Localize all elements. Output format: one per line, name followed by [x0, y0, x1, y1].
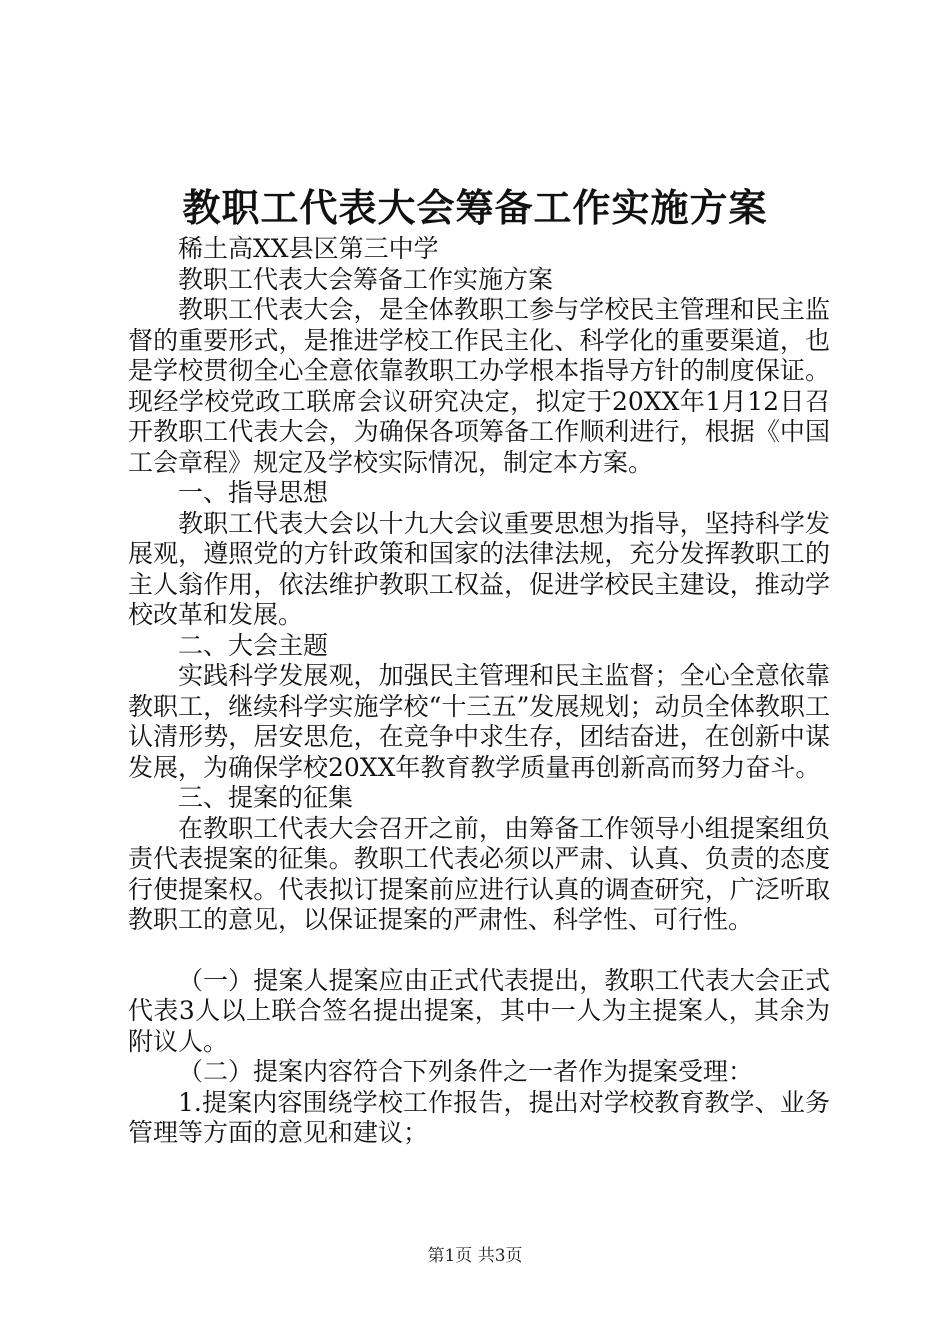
- plan-name-line: 教职工代表大会筹备工作实施方案: [178, 264, 554, 294]
- school-name-line: 稀土高XX县区第三中学: [178, 234, 439, 263]
- proposal-rule-two: （二）提案内容符合下列条件之一者作为提案受理：: [178, 1057, 754, 1086]
- proposals-paragraph: 在教职工代表大会召开之前，由筹备工作领导小组提案组负责代表提案的征集。教职工代表必须以严肃、认真、负责的态度行使提案权。代表拟订提案前应进行认真的调查研究，广泛听取教职工的意见，以保证提案的严肃性、科学性、可行性。: [128, 813, 830, 934]
- proposal-rule-one: （一）提案人提案应由正式代表提出，教职工代表大会正式代表3人以上联合签名提出提案，其中一人为主提案人，其余为附议人。: [128, 965, 830, 1056]
- guiding-ideology-paragraph: 教职工代表大会以十九大会议重要思想为指导，坚持科学发展观，遵照党的方针政策和国家的法律法规，充分发挥教职工的主人翁作用，依法维护教职工权益，促进学校民主建设，推动学校改革和发展。: [128, 508, 830, 629]
- page-number-footer: 第1页 共3页: [427, 1246, 523, 1266]
- section-heading-theme: 二、大会主题: [178, 630, 329, 660]
- theme-paragraph: 实践科学发展观，加强民主管理和民主监督；全心全意依靠教职工，继续科学实施学校“十三五”发展规划；动员全体教职工认清形势，居安思危，在竞争中求生存，团结奋进，在创新中谋发展，为确保学校20XX年教育教学质量再创新高而努力奋斗。: [128, 661, 830, 782]
- document-title: 教职工代表大会筹备工作实施方案: [182, 185, 768, 230]
- section-heading-proposals: 三、提案的征集: [178, 783, 354, 812]
- document-body: [128, 234, 830, 1149]
- proposal-condition-one: 1.提案内容围绕学校工作报告，提出对学校教育教学、业务管理等方面的意见和建议；: [128, 1087, 830, 1147]
- intro-paragraph: 教职工代表大会，是全体教职工参与学校民主管理和民主监督的重要形式，是推进学校工作民主化、科学化的重要渠道，也是学校贯彻全心全意依靠教职工办学根本指导方针的制度保证。现经学校党政工联席会议研究决定，拟定于20XX年1月12日召开教职工代表大会，为确保各项筹备工作顺利进行，根据《中国工会章程》规定及学校实际情况，制定本方案。: [128, 295, 830, 477]
- section-heading-guiding-ideology: 一、指导思想: [178, 478, 329, 507]
